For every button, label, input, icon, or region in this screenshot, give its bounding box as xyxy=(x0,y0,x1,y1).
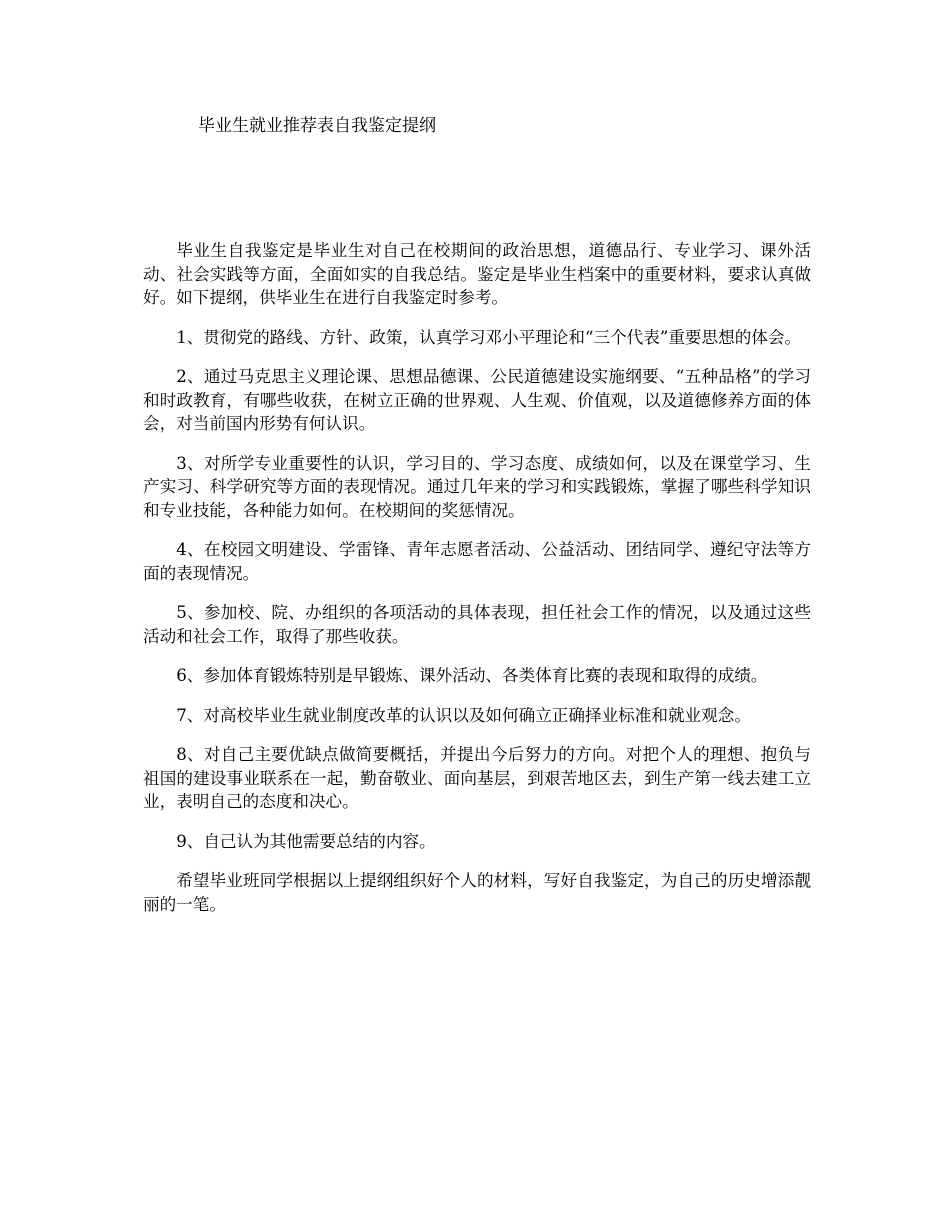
outline-item-3: 3、对所学专业重要性的认识，学习目的、学习态度、成绩如何，以及在课堂学习、生产实习、科学研究等方面的表现情况。通过几年来的学习和实践锻炼，掌握了哪些科学知识和专业技能，各种能力如何。在校期间的奖惩情况。 xyxy=(143,453,811,520)
outline-item-1: 1、贯彻党的路线、方针、政策，认真学习邓小平理论和“三个代表”重要思想的体会。 xyxy=(176,327,802,347)
outline-item-7: 7、对高校毕业生就业制度改革的认识以及如何确立正确择业标准和就业观念。 xyxy=(176,705,751,725)
document-title: 毕业生就业推荐表自我鉴定提纲 xyxy=(198,116,436,136)
outline-item-9: 9、自己认为其他需要总结的内容。 xyxy=(176,831,436,851)
outline-item-6: 6、参加体育锻炼特别是早锻炼、课外活动、各类体育比赛的表现和取得的成绩。 xyxy=(176,666,768,685)
outline-item-5: 5、参加校、院、办组织的各项活动的具体表现，担任社会工作的情况，以及通过这些活动和社会工作，取得了那些收获。 xyxy=(143,603,811,646)
document-body xyxy=(143,239,811,932)
closing-paragraph: 希望毕业班同学根据以上提纲组织好个人的材料，写好自我鉴定，为自己的历史增添靓丽的一笔。 xyxy=(143,871,811,914)
outline-item-2: 2、通过马克思主义理论课、思想品德课、公民道德建设实施纲要、“五种品格”的学习和时政教育，有哪些收获，在树立正确的世界观、人生观、价值观，以及道德修养方面的体会，对当前国内形势有何认识。 xyxy=(143,367,811,433)
outline-item-8: 8、对自己主要优缺点做简要概括，并提出今后努力的方向。对把个人的理想、抱负与祖国的建设事业联系在一起，勤奋敬业、面向基层，到艰苦地区去，到生产第一线去建工立业，表明自己的态度和决心。 xyxy=(143,745,811,811)
outline-item-4: 4、在校园文明建设、学雷锋、青年志愿者活动、公益活动、团结同学、遵纪守法等方面的表现情况。 xyxy=(143,540,811,583)
intro-paragraph: 毕业生自我鉴定是毕业生对自己在校期间的政治思想，道德品行、专业学习、课外活动、社会实践等方面，全面如实的自我总结。鉴定是毕业生档案中的重要材料，要求认真做好。如下提纲，供毕业生在进行自我鉴定时参考。 xyxy=(143,241,811,307)
